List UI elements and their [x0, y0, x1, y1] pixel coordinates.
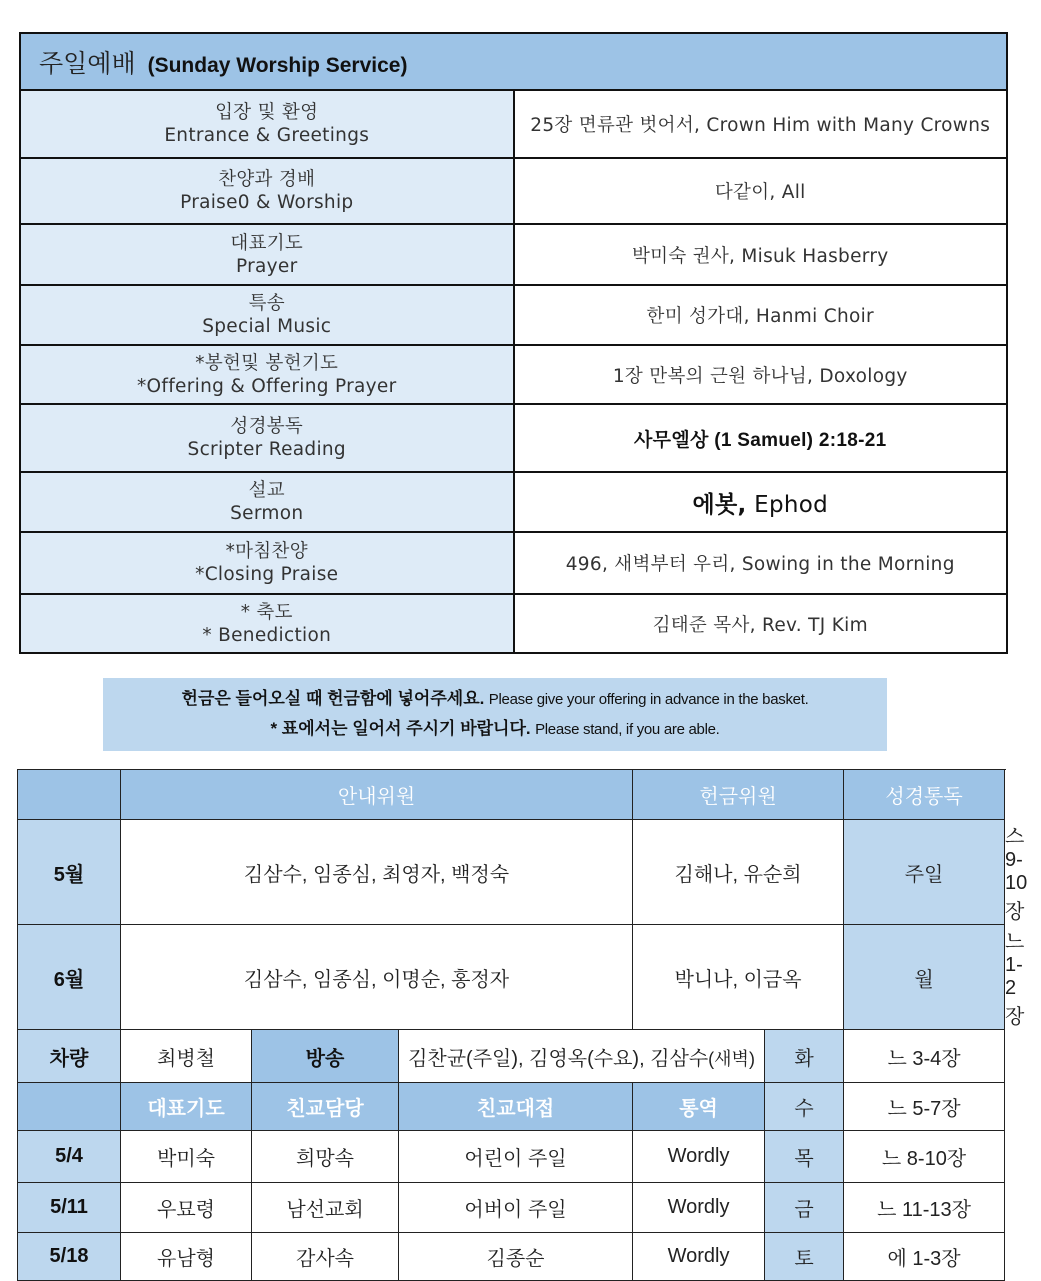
broadcast-label: 방송	[252, 1030, 399, 1083]
vehicle-label: 차량	[18, 1030, 121, 1083]
notice-line-offering: 헌금은 들어오실 때 헌금함에 넣어주세요. Please give your offering in advance in the basket.	[181, 689, 809, 708]
header-offering: 헌금위원	[633, 770, 844, 820]
order-label	[20, 90, 514, 158]
header-ushers: 안내위원	[121, 770, 633, 820]
fellowship-host: 어린이 주일	[399, 1131, 633, 1183]
order-row	[20, 472, 1007, 532]
order-label	[20, 404, 514, 472]
label-en: Sermon	[230, 503, 304, 524]
header-bible-reading: 성경통독	[844, 770, 1005, 820]
notice-line-stand: * 표에서는 일어서 주시기 바랍니다. Please stand, if you are able.	[270, 719, 720, 738]
order-row	[20, 404, 1007, 472]
order-row	[20, 345, 1007, 404]
prayer-name: 유남형	[121, 1233, 252, 1281]
offering-notice	[103, 678, 887, 751]
order-value: 1장 만복의 근원 하나님, Doxology	[514, 345, 1008, 404]
prayer-name: 우묘령	[121, 1183, 252, 1233]
month-label: 6월	[18, 925, 121, 1030]
worship-order-table	[19, 32, 1008, 654]
fellowship-host: 김종순	[399, 1233, 633, 1281]
label-ko: 찬양과 경배	[218, 169, 316, 190]
reading-day: 주일	[844, 820, 1005, 925]
subheader-empty	[18, 1083, 121, 1131]
fellowship-lead: 남선교회	[252, 1183, 399, 1233]
subheader-interpret: 통역	[633, 1083, 765, 1131]
label-en: Special Music	[202, 316, 332, 337]
label-en: *Offering & Offering Prayer	[137, 375, 397, 397]
interpret-name: Wordly	[633, 1131, 765, 1183]
prayer-name: 박미숙	[121, 1131, 252, 1183]
order-label	[20, 532, 514, 594]
order-label	[20, 472, 514, 532]
reading-passage: 느 3-4장	[844, 1030, 1005, 1083]
label-en: Entrance & Greetings	[164, 125, 370, 146]
order-row	[20, 224, 1007, 285]
order-row	[20, 158, 1007, 224]
reading-passage: 느 8-10장	[844, 1131, 1005, 1183]
order-value: 한미 성가대, Hanmi Choir	[514, 285, 1008, 345]
table-row	[18, 1233, 1005, 1281]
order-value: 25장 면류관 벗어서, Crown Him with Many Crowns	[514, 90, 1008, 158]
order-row	[20, 285, 1007, 345]
table-subheader-row	[18, 1083, 1005, 1131]
table-header-row	[18, 770, 1005, 820]
week-date: 5/18	[18, 1233, 121, 1281]
interpret-name: Wordly	[633, 1233, 765, 1281]
sermon-title-en: Ephod	[754, 491, 829, 518]
reading-day: 금	[765, 1183, 844, 1233]
table-row	[18, 1131, 1005, 1183]
interpret-name: Wordly	[633, 1183, 765, 1233]
month-label: 5월	[18, 820, 121, 925]
subheader-prayer: 대표기도	[121, 1083, 252, 1131]
ushers-names: 김삼수, 임종심, 이명순, 홍정자	[121, 925, 633, 1030]
label-en: Scripter Reading	[187, 439, 346, 460]
fellowship-host: 어버이 주일	[399, 1183, 633, 1233]
label-ko: 특송	[248, 293, 285, 314]
reading-day: 수	[765, 1083, 844, 1131]
offering-names: 김해나, 유순희	[633, 820, 844, 925]
subheader-fellowship-lead: 친교담당	[252, 1083, 399, 1131]
week-date: 5/4	[18, 1131, 121, 1183]
order-row	[20, 90, 1007, 158]
order-label	[20, 224, 514, 285]
order-label	[20, 158, 514, 224]
table-row: 6월 김삼수, 임종심, 이명순, 홍정자 박니나, 이금옥 월 느 1-2장	[18, 925, 1005, 1030]
order-row	[20, 532, 1007, 594]
order-label	[20, 594, 514, 653]
subheader-fellowship-host: 친교대접	[399, 1083, 633, 1131]
label-ko: 대표기도	[230, 232, 304, 254]
label-ko: * 축도	[240, 601, 293, 623]
reading-day: 화	[765, 1030, 844, 1083]
order-value: 다같이, All	[514, 158, 1008, 224]
sermon-title-ko: 에봇,	[692, 491, 747, 518]
broadcast-names: 김찬균(주일), 김영옥(수요), 김삼수(새벽)	[399, 1030, 765, 1083]
sermon-title	[514, 472, 1008, 532]
label-ko: 입장 및 환영	[215, 102, 319, 123]
reading-passage: 느 11-13장	[844, 1183, 1005, 1233]
order-label	[20, 345, 514, 404]
fellowship-lead: 희망속	[252, 1131, 399, 1183]
vehicle-name: 최병철	[121, 1030, 252, 1083]
label-ko: *마침찬양	[225, 541, 308, 562]
reading-passage: 에 1-3장	[844, 1233, 1005, 1281]
reading-day: 토	[765, 1233, 844, 1281]
service-title-en: (Sunday Worship Service)	[147, 53, 408, 77]
service-title	[20, 33, 1007, 90]
order-row	[20, 594, 1007, 653]
order-value: 사무엘상 (1 Samuel) 2:18-21	[514, 404, 1008, 472]
table-row	[18, 1030, 1005, 1083]
order-value: 496, 새벽부터 우리, Sowing in the Morning	[514, 532, 1008, 594]
fellowship-lead: 감사속	[252, 1233, 399, 1281]
table-row	[18, 1183, 1005, 1233]
reading-day: 목	[765, 1131, 844, 1183]
volunteer-table	[17, 769, 1028, 1281]
service-title-ko: 주일예배	[39, 48, 136, 78]
reading-passage: 느 5-7장	[844, 1083, 1005, 1131]
offering-names: 박니나, 이금옥	[633, 925, 844, 1030]
order-value: 김태준 목사, Rev. TJ Kim	[514, 594, 1008, 653]
order-label	[20, 285, 514, 345]
ushers-names: 김삼수, 임종심, 최영자, 백정숙	[121, 820, 633, 925]
week-date: 5/11	[18, 1183, 121, 1233]
header-empty	[18, 770, 121, 820]
label-ko: 설교	[248, 480, 285, 501]
order-value: 박미숙 권사, Misuk Hasberry	[514, 224, 1008, 285]
label-en: Praise0 & Worship	[180, 192, 354, 213]
label-en: Prayer	[235, 255, 298, 277]
table-row: 5월 김삼수, 임종심, 최영자, 백정숙 김해나, 유순희 주일 스 9-10장	[18, 820, 1005, 925]
label-en: *Closing Praise	[195, 564, 339, 585]
label-ko: 성경봉독	[230, 416, 304, 437]
label-en: * Benediction	[202, 624, 332, 646]
reading-day: 월	[844, 925, 1005, 1030]
label-ko: *봉헌및 봉헌기도	[195, 352, 339, 374]
